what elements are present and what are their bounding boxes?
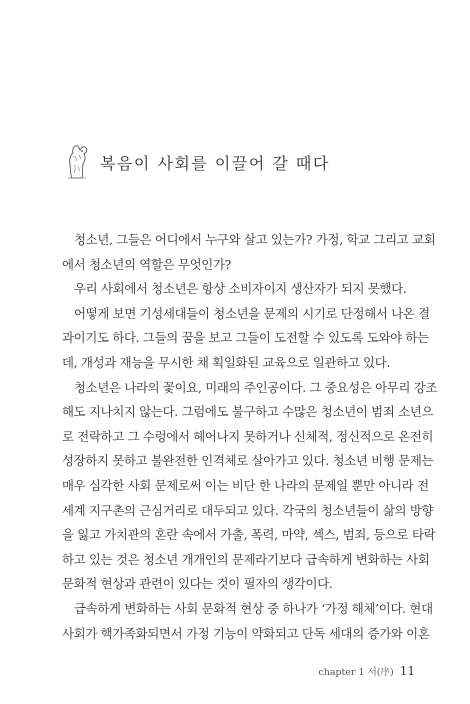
text-line: 어떻게 보면 기성세대들이 청소년을 문제의 시기로 단정해서 나온 결 — [74, 305, 430, 321]
text-line: 과이기도 하다. 그들의 꿈을 보고 그들이 도전할 수 있도록 도와야 하는 — [62, 330, 429, 346]
text-line: 매우 심각한 사회 문제로써 이는 비단 한 나라의 문제일 뿐만 아니라 전 — [62, 477, 429, 493]
text-line: 해도 지나치지 않는다. 그럼에도 불구하고 수많은 청소년이 범죄 소년으 — [62, 404, 434, 420]
text-line: 우리 사회에서 청소년은 항상 소비자이지 생산자가 되지 못했다. — [74, 281, 407, 297]
text-line: 세계 지구촌의 근심거리로 대두되고 있다. 각국의 청소년들이 삶의 방향 — [62, 502, 434, 518]
chapter-label: chapter 1 서(序) — [318, 667, 394, 678]
text-line: 에서 청소년의 역할은 무엇인가? — [62, 256, 231, 272]
text-line: 사회가 핵가족화되면서 가정 기능이 약화되고 단독 세대의 증가와 이혼 — [62, 625, 430, 641]
squirrel-sketch-icon — [64, 143, 90, 181]
text-line: 로 전락하고 그 수렁에서 헤어나지 못하거나 신체적, 정신적으로 온전히 — [62, 428, 434, 444]
text-line: 급속하게 변화하는 사회 문화적 현상 중 하나가 ‘가정 해체’이다. 현대 — [74, 600, 433, 616]
text-line: 데, 개성과 재능을 무시한 채 획일화된 교육으로 일관하고 있다. — [62, 354, 391, 370]
chapter-section-heading — [64, 142, 330, 182]
text-line: 성장하지 못하고 불완전한 인격체로 살아가고 있다. 청소년 비행 문제는 — [62, 453, 434, 469]
page-footer — [318, 664, 415, 678]
body-text — [62, 228, 438, 646]
page-number: 11 — [399, 664, 415, 678]
section-title: 복음이 사회를 이끌어 갈 때다 — [100, 153, 330, 173]
text-line: 문화적 현상과 관련이 있다는 것이 필자의 생각이다. — [62, 576, 333, 592]
text-line: 청소년, 그들은 어디에서 누구와 살고 있는가? 가정, 학교 그리고 교회 — [74, 232, 436, 247]
text-line: 을 잃고 가치관의 혼란 속에서 가출, 폭력, 마약, 섹스, 범죄, 등으로 타락 — [62, 527, 436, 543]
text-line: 하고 있는 것은 청소년 개개인의 문제라기보다 급속하게 변화하는 사회 — [62, 551, 430, 567]
text-line: 청소년은 나라의 꽃이요, 미래의 주인공이다. 그 중요성은 아무리 강조 — [74, 379, 438, 395]
